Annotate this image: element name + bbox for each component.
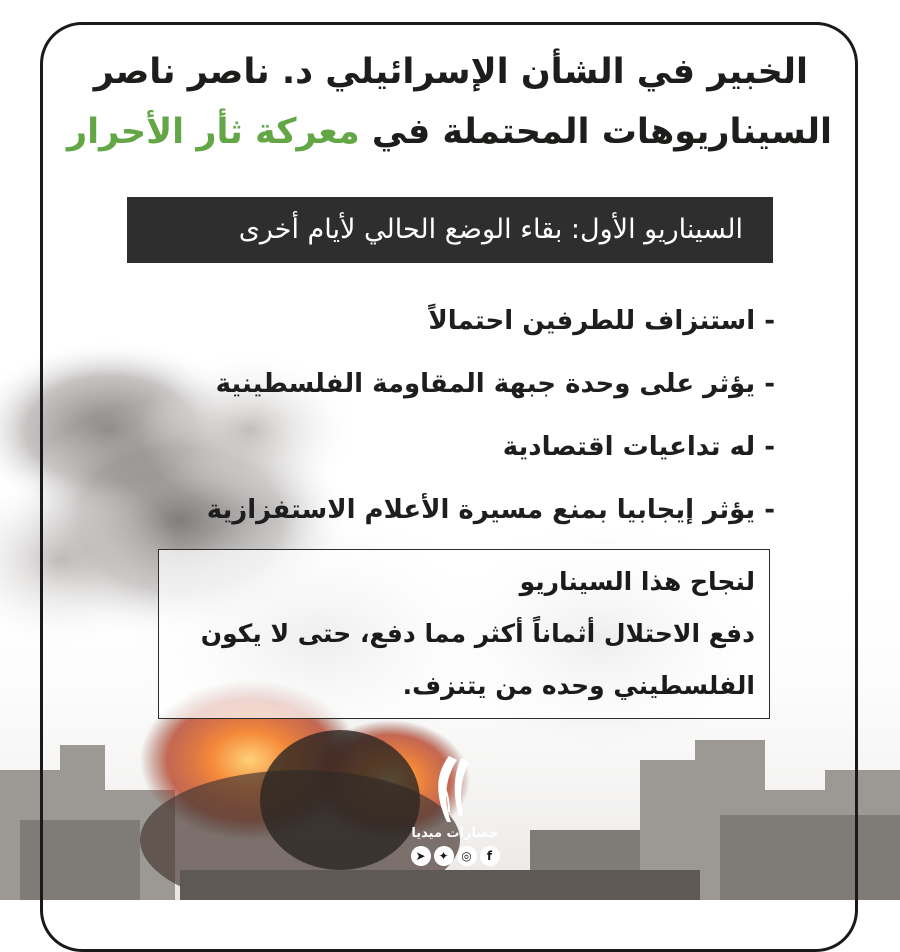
- note-line-2: الفلسطيني وحده من يتنزف.: [402, 671, 755, 700]
- headline-line-2: [52, 112, 832, 152]
- feather-logo-icon: [405, 750, 505, 826]
- note-line-1: دفع الاحتلال أثماناً أكثر مما دفع، حتى لا يكون: [200, 619, 755, 648]
- brand-name: حضارات ميديا: [411, 826, 499, 841]
- social-icons: [405, 846, 505, 866]
- brand-logo: [405, 750, 505, 870]
- facebook-icon[interactable]: f: [480, 846, 500, 866]
- bullet-list: [155, 296, 775, 548]
- twitter-icon[interactable]: ✦: [434, 846, 454, 866]
- scenario-label-box: السيناريو الأول: بقاء الوضع الحالي لأيام أخرى: [127, 197, 773, 263]
- bullet-item: - له تداعيات اقتصادية: [502, 432, 775, 462]
- bullet-item: - يؤثر على وحدة جبهة المقاومة الفلسطينية: [215, 369, 775, 399]
- note-heading: لنجاح هذا السيناريو: [519, 567, 755, 596]
- bullet-item: - يؤثر إيجابيا بمنع مسيرة الأعلام الاستفزازية: [206, 495, 775, 525]
- headline-prefix: السيناريوهات المحتملة في: [359, 112, 832, 152]
- instagram-icon[interactable]: ◎: [457, 846, 477, 866]
- success-condition-box: [158, 549, 770, 719]
- headline-line-1: الخبير في الشأن الإسرائيلي د. ناصر ناصر: [93, 52, 808, 92]
- headline-accent: معركة ثأر الأحرار: [66, 112, 360, 152]
- telegram-icon[interactable]: ➤: [411, 846, 431, 866]
- bullet-item: - استنزاف للطرفين احتمالاً: [428, 306, 775, 336]
